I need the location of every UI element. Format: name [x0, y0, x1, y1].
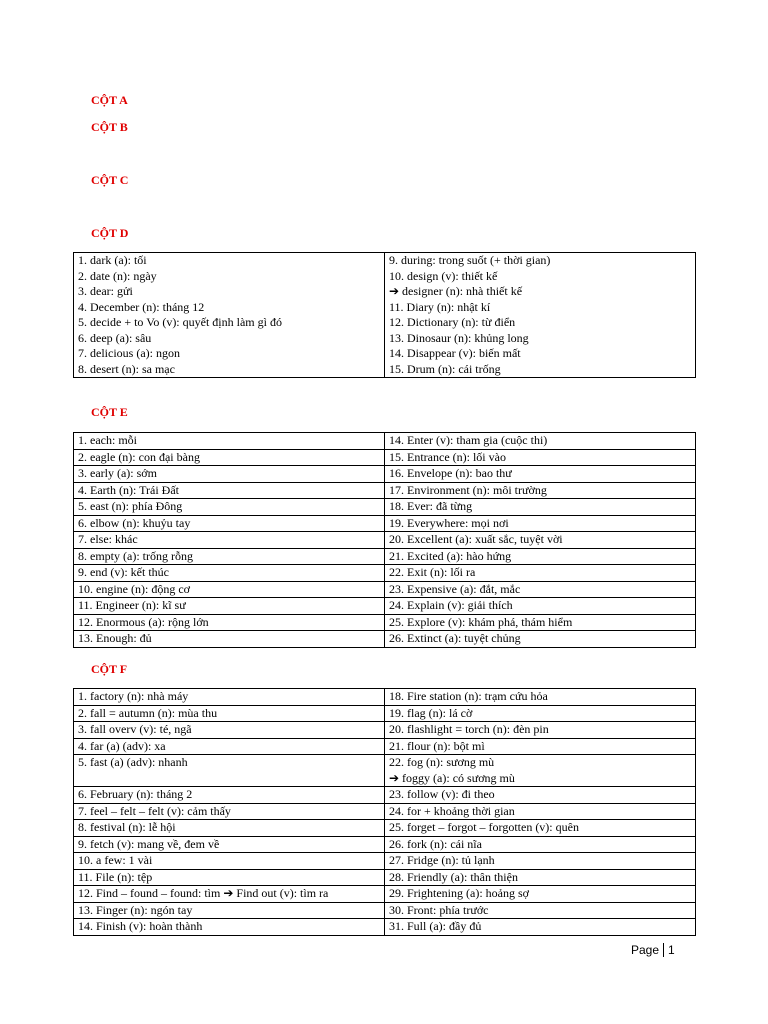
table-row [74, 738, 696, 755]
table-cell-left [74, 820, 385, 837]
table-cell-right [385, 886, 696, 903]
table-cell-left [74, 836, 385, 853]
table-cell-left [74, 253, 385, 378]
table-cell-left [74, 598, 385, 615]
table-row [74, 755, 696, 787]
vocab-entry: 29. Frightening (a): hoảng sợ [389, 886, 529, 900]
table-cell-right [385, 515, 696, 532]
table-cell-right [385, 689, 696, 706]
vocab-entry: 9. end (v): kết thúc [78, 565, 169, 579]
heading-cot-a: CỘT A [91, 93, 128, 107]
heading-cot-f: CỘT F [91, 662, 128, 676]
vocab-entry: 6. deep (a): sâu [78, 330, 152, 345]
table-cell-right [385, 705, 696, 722]
vocab-entry: 23. Expensive (a): đắt, mắc [389, 581, 521, 596]
table-row [74, 886, 696, 903]
vocab-entry: 1. dark (a): tối [78, 253, 147, 267]
table-row [74, 499, 696, 516]
table-cell-left [74, 482, 385, 499]
table-cell-right [385, 614, 696, 631]
vocab-entry: 11. File (n): tệp [78, 869, 153, 884]
table-row [74, 705, 696, 722]
table-cell-right [385, 253, 696, 378]
vocab-entry: 14. Finish (v): hoàn thành [78, 919, 203, 933]
table-row [74, 853, 696, 870]
vocab-entry: 17. Environment (n): môi trường [389, 482, 547, 497]
vocab-entry: 18. Fire station (n): trạm cứu hỏa [389, 689, 548, 703]
table-cell-right [385, 836, 696, 853]
vocab-entry: 7. delicious (a): ngon [78, 346, 180, 360]
vocab-entry: 21. Excited (a): hào hứng [389, 548, 512, 563]
table-row [74, 253, 696, 378]
vocab-entry: 13. Enough: đủ [78, 631, 152, 645]
vocab-entry: 11. Diary (n): nhật kí [389, 299, 491, 314]
vocab-entry: 6. elbow (n): khuỷu tay [78, 515, 191, 530]
table-cell-left [74, 738, 385, 755]
page-label: Page [631, 943, 660, 957]
vocab-entry: 10. engine (n): động cơ [78, 581, 190, 596]
table-cell-left [74, 466, 385, 483]
vocab-entry: 22. fog (n): sương mù [389, 755, 495, 769]
vocab-entry: 27. Fridge (n): tủ lạnh [389, 853, 495, 867]
table-cell-left [74, 902, 385, 919]
vocab-entry: 2. date (n): ngày [78, 268, 157, 283]
table-cell-right [385, 853, 696, 870]
vocab-entry: 25. forget – forgot – forgotten (v): quên [389, 820, 579, 834]
vocab-entry: 22. Exit (n): lối ra [389, 565, 476, 579]
table-cell-left [74, 449, 385, 466]
vocab-entry: 9. fetch (v): mang về, đem về [78, 836, 220, 851]
vocab-entry: 8. festival (n): lễ hội [78, 820, 176, 834]
table-row [74, 902, 696, 919]
vocab-entry: 4. far (a) (adv): xa [78, 738, 166, 753]
vocab-entry: 24. for + khoảng thời gian [389, 803, 515, 818]
vocab-entry: 12. Enormous (a): rộng lớn [78, 614, 209, 629]
table-cell-right [385, 820, 696, 837]
table-cell-left [74, 755, 385, 787]
table-row [74, 532, 696, 549]
table-row [74, 515, 696, 532]
vocab-entry: 12. Find – found – found: tìm ➔ Find out (v): tìm ra [78, 886, 329, 900]
vocab-entry: 14. Enter (v): tham gia (cuộc thi) [389, 433, 548, 447]
vocab-entry: 7. else: khác [78, 532, 138, 546]
table-cell-left [74, 581, 385, 598]
table-cell-left [74, 689, 385, 706]
vocab-entry: 10. a few: 1 vài [78, 853, 153, 867]
vocab-entry: 4. Earth (n): Trái Đất [78, 482, 179, 497]
vocab-entry: 25. Explore (v): khám phá, thám hiểm [389, 614, 573, 629]
vocab-entry: 3. early (a): sớm [78, 466, 157, 480]
vocab-entry: 13. Finger (n): ngón tay [78, 902, 193, 917]
table-cell-left [74, 631, 385, 648]
vocab-entry: 16. Envelope (n): bao thư [389, 466, 512, 480]
table-cell-right [385, 482, 696, 499]
table-row [74, 449, 696, 466]
vocab-table-e [73, 432, 696, 648]
table-row [74, 466, 696, 483]
vocab-entry: 11. Engineer (n): kĩ sư [78, 598, 186, 612]
vocab-entry: 15. Entrance (n): lối vào [389, 449, 506, 464]
vocab-entry: 26. Extinct (a): tuyệt chủng [389, 631, 521, 645]
heading-cot-c: CỘT C [91, 173, 129, 187]
vocab-entry: 3. dear: gửi [78, 284, 133, 298]
vocab-entry: 21. flour (n): bột mì [389, 738, 485, 753]
table-cell-left [74, 853, 385, 870]
vocab-entry: 12. Dictionary (n): từ điển [389, 315, 516, 329]
table-cell-right [385, 565, 696, 582]
table-cell-right [385, 738, 696, 755]
table-row [74, 836, 696, 853]
vocab-entry: 5. fast (a) (adv): nhanh [78, 755, 188, 769]
table-row [74, 614, 696, 631]
table-cell-left [74, 515, 385, 532]
table-row [74, 919, 696, 936]
table-cell-right [385, 548, 696, 565]
heading-cot-b: CỘT B [91, 120, 128, 134]
table-cell-left [74, 548, 385, 565]
table-row [74, 820, 696, 837]
table-cell-left [74, 565, 385, 582]
table-cell-left [74, 919, 385, 936]
table-cell-left [74, 886, 385, 903]
vocab-entry: 8. desert (n): sa mạc [78, 361, 175, 376]
vocab-entry: 9. during: trong suốt (+ thời gian) [389, 253, 551, 267]
table-cell-right [385, 631, 696, 648]
vocab-table-f [73, 688, 696, 936]
table-row [74, 581, 696, 598]
vocab-entry: 6. February (n): tháng 2 [78, 787, 193, 801]
table-cell-right [385, 598, 696, 615]
page-number: 1 [668, 943, 675, 957]
vocab-entry: 13. Dinosaur (n): khủng long [389, 330, 529, 345]
page-footer [631, 943, 675, 957]
table-row [74, 722, 696, 739]
table-cell-right [385, 499, 696, 516]
table-cell-left [74, 869, 385, 886]
vocab-entry: 7. feel – felt – felt (v): cảm thấy [78, 803, 231, 818]
vocab-entry: 18. Ever: đã từng [389, 499, 473, 513]
table-cell-right [385, 581, 696, 598]
vocab-entry: 1. factory (n): nhà máy [78, 689, 189, 703]
table-cell-right [385, 449, 696, 466]
table-cell-right [385, 433, 696, 450]
table-cell-right [385, 787, 696, 804]
table-row [74, 482, 696, 499]
table-cell-left [74, 803, 385, 820]
vocab-entry: 10. design (v): thiết kế [389, 268, 498, 283]
table-cell-right [385, 466, 696, 483]
vocab-entry: 8. empty (a): trống rỗng [78, 548, 193, 563]
vocab-entry: 1. each: mỗi [78, 433, 137, 447]
table-row [74, 631, 696, 648]
vocab-entry: 19. Everywhere: mọi nơi [389, 515, 509, 530]
table-row [74, 433, 696, 450]
vocab-entry: 20. flashlight = torch (n): đèn pin [389, 722, 549, 736]
table-cell-right [385, 755, 696, 787]
table-row [74, 689, 696, 706]
table-cell-left [74, 614, 385, 631]
table-cell-left [74, 705, 385, 722]
vocab-entry: ➔ foggy (a): có sương mù [389, 770, 515, 785]
vocab-entry: 4. December (n): tháng 12 [78, 299, 205, 314]
table-row [74, 803, 696, 820]
table-cell-right [385, 803, 696, 820]
vocab-table-d [73, 252, 696, 378]
table-cell-right [385, 902, 696, 919]
vocab-entry: 15. Drum (n): cái trống [389, 361, 501, 376]
heading-cot-e: CỘT E [91, 405, 128, 419]
table-cell-right [385, 722, 696, 739]
heading-cot-d: CỘT D [91, 226, 129, 240]
table-cell-right [385, 869, 696, 886]
table-cell-left [74, 433, 385, 450]
table-cell-left [74, 787, 385, 804]
vocab-entry: 31. Full (a): đầy đủ [389, 919, 482, 933]
table-cell-left [74, 722, 385, 739]
vocab-entry: 14. Disappear (v): biến mất [389, 346, 521, 360]
table-cell-right [385, 532, 696, 549]
table-row [74, 869, 696, 886]
table-row [74, 787, 696, 804]
vocab-entry: ➔ designer (n): nhà thiết kế [389, 284, 523, 298]
vocab-entry: 26. fork (n): cái nĩa [389, 836, 482, 851]
table-cell-right [385, 919, 696, 936]
vocab-entry: 5. east (n): phía Đông [78, 499, 183, 513]
vocab-entry: 3. fall overv (v): té, ngã [78, 722, 192, 736]
vocab-entry: 5. decide + to Vo (v): quyết định làm gì đó [78, 315, 282, 329]
vocab-entry: 20. Excellent (a): xuất sắc, tuyệt vời [389, 532, 563, 546]
table-row [74, 598, 696, 615]
vocab-entry: 30. Front: phía trước [389, 902, 489, 917]
vocab-entry: 24. Explain (v): giải thích [389, 598, 513, 612]
table-row [74, 548, 696, 565]
vocab-entry: 23. follow (v): đi theo [389, 787, 495, 801]
vocab-entry: 2. fall = autumn (n): mùa thu [78, 705, 218, 720]
table-cell-left [74, 499, 385, 516]
table-cell-left [74, 532, 385, 549]
vocab-entry: 2. eagle (n): con đại bàng [78, 449, 200, 464]
vocab-entry: 28. Friendly (a): thân thiện [389, 869, 518, 884]
vocab-entry: 19. flag (n): lá cờ [389, 705, 473, 720]
table-row [74, 565, 696, 582]
footer-divider [663, 943, 664, 957]
